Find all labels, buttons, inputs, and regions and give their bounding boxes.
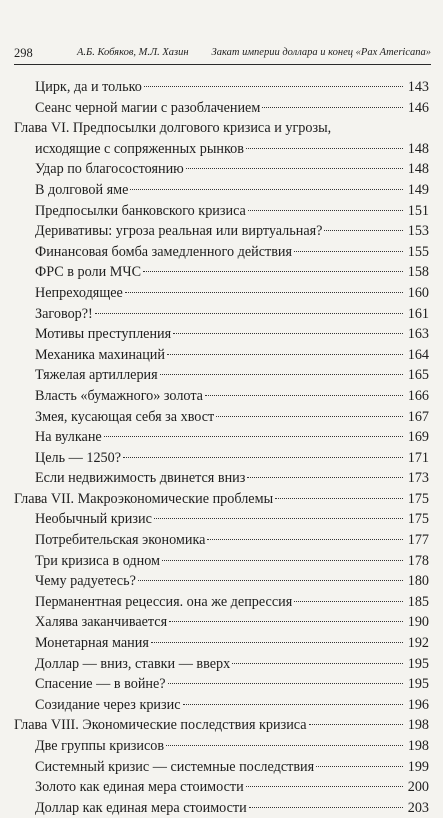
toc-entry-title: Цирк, да и только [35,79,142,95]
dot-leader [294,601,403,602]
toc-entry-title: исходящие с сопряженных рынков [35,140,244,157]
dot-leader [248,210,403,211]
toc-page-number: 151 [407,202,429,219]
toc-entry-title: Монетарная мания [35,635,149,652]
toc-page-number: 177 [407,532,429,549]
dot-leader [262,107,403,108]
toc-section-entry [14,777,429,798]
toc-entry-title: Власть «бумажного» золота [35,387,203,404]
toc-entry-title: Финансовая бомба замедленного действия [35,243,293,260]
dot-leader [183,704,403,705]
toc-chapter-entry [14,715,429,736]
page-number: 298 [14,46,33,60]
dot-leader [249,807,403,808]
toc-chapter-entry [14,118,429,139]
toc-section-entry [14,407,429,428]
toc-page-number: 164 [407,346,429,363]
toc-page-number: 163 [407,326,429,343]
dot-leader [166,745,403,746]
header-authors: А.Б. Кобяков, М.Л. Хазин [77,47,189,58]
toc-section-entry [14,283,429,304]
toc-page-number: 198 [407,738,429,754]
toc-page-number: 203 [407,799,429,816]
toc-section-entry [14,242,429,263]
toc-chapter-entry [14,489,429,510]
dot-leader [160,374,403,375]
dot-leader [275,498,403,499]
dot-leader [186,168,403,169]
toc-page-number: 155 [407,243,429,260]
toc-entry-title: Предпосылки банковского кризиса [35,202,246,219]
dot-leader [168,683,403,684]
dot-leader [130,189,403,190]
toc-entry-title: Системный кризис — системные последствия [35,758,315,775]
toc-page-number: 148 [407,161,429,178]
toc-page-number: 195 [407,676,429,693]
toc-page-number: 165 [407,367,429,384]
toc-page-number: 169 [407,429,429,446]
dot-leader [151,642,403,643]
toc-entry-title: Если недвижимость двинется вниз [35,470,246,487]
toc-section-entry [14,509,429,530]
toc-entry-title: Потребительская экономика [35,532,206,549]
toc-entry-title: Тяжелая артиллерия [35,367,158,384]
toc-section-entry [14,654,429,675]
dot-leader [216,416,403,417]
toc-entry-title: Заговор?! [35,305,93,322]
toc-page-number: 178 [407,552,429,569]
toc-page-number: 149 [407,181,429,198]
toc-page-number: 160 [407,284,429,301]
toc-section-entry [14,798,429,818]
toc-section-entry [14,633,429,654]
dot-leader [144,86,403,87]
toc-entry-title: Доллар — вниз, ставки — вверх [35,655,231,672]
toc-section-entry [14,468,429,489]
toc-entry-title: Глава VIII. Экономические последствия кризиса [14,717,307,734]
toc-entry-title: Две группы кризисов [35,738,165,754]
toc-section-entry [14,345,429,366]
toc-entry-title: Змея, кусающая себя за хвост [35,408,215,425]
toc-page-number: 166 [407,387,429,404]
dot-leader [167,354,403,355]
toc-page-number: 148 [407,140,429,157]
toc-section-entry [14,77,429,98]
table-of-contents [14,77,429,818]
toc-entry-title: Доллар как единая мера стоимости [35,799,247,816]
dot-leader [316,766,403,767]
toc-section-entry [14,365,429,386]
toc-page-number: 175 [407,490,429,507]
dot-leader [205,395,403,396]
toc-entry-title: Непреходящее [35,284,123,301]
toc-page-number: 196 [407,696,429,713]
toc-page-number: 180 [407,573,429,590]
toc-entry-title: Перманентная рецессия. она же депрессия [35,593,293,610]
toc-entry-title: Глава VI. Предпосылки долгового кризиса и угрозы, [14,120,332,137]
toc-section-entry [14,448,429,469]
toc-section-entry [14,324,429,345]
dot-leader [309,724,403,725]
dot-leader [294,251,403,252]
toc-page-number: 175 [407,511,429,528]
dot-leader [246,786,403,787]
toc-section-entry [14,427,429,448]
dot-leader [173,333,403,334]
toc-section-entry [14,695,429,716]
running-header [14,44,431,65]
toc-page-number: 192 [407,635,429,652]
toc-section-entry [14,530,429,551]
dot-leader [324,230,403,231]
dot-leader [169,621,403,622]
toc-section-entry [14,304,429,325]
toc-page-number: 195 [407,655,429,672]
toc-page-number: 158 [407,264,429,281]
dot-leader [246,148,403,149]
dot-leader [138,580,403,581]
toc-section-entry [14,592,429,613]
toc-entry-title: Созидание через кризис [35,696,181,713]
toc-entry-title: Удар по благосостоянию [35,161,184,178]
toc-page-number: 143 [407,79,429,95]
dot-leader [104,436,403,437]
toc-entry-title: Цель — 1250? [35,449,122,466]
toc-page-number: 199 [407,758,429,775]
toc-entry-title: Золото как единая мера стоимости [35,779,244,796]
dot-leader [125,292,403,293]
toc-page-number: 146 [407,99,429,116]
toc-entry-title: Глава VII. Макроэкономические проблемы [14,490,274,507]
toc-entry-title: Чему радуетесь? [35,573,136,590]
toc-page-number: 200 [407,779,429,796]
toc-page-number: 185 [407,593,429,610]
toc-section-entry [14,386,429,407]
toc-section-entry [14,201,429,222]
toc-section-entry [14,571,429,592]
toc-entry-title: Мотивы преступления [35,326,172,343]
toc-entry-title: Спасение — в войне? [35,676,166,693]
toc-section-entry [14,262,429,283]
toc-page-number: 173 [407,470,429,487]
toc-section-entry [14,98,429,119]
toc-page-number: 190 [407,614,429,631]
dot-leader [207,539,403,540]
toc-page-number: 198 [407,717,429,734]
toc-page-number: 171 [407,449,429,466]
toc-section-entry [14,757,429,778]
toc-entry-title: Необычный кризис [35,511,152,528]
toc-section-entry [14,736,429,757]
dot-leader [162,560,403,561]
toc-entry-title: Механика махинаций [35,346,165,363]
toc-entry-title: ФРС в роли МЧС [35,264,142,281]
dot-leader [247,477,403,478]
toc-chapter-entry [14,139,429,160]
toc-section-entry [14,159,429,180]
toc-entry-title: На вулкане [35,429,102,446]
toc-section-entry [14,551,429,572]
dot-leader [154,518,403,519]
toc-page-number: 161 [407,305,429,322]
toc-entry-title: Сеанс черной магии с разоблачением [35,99,261,116]
toc-entry-title: Три кризиса в одном [35,552,160,569]
dot-leader [123,457,403,458]
dot-leader [143,271,403,272]
header-book-title: Закат империи доллара и конец «Pax Americana» [211,47,431,58]
toc-page-number: 167 [407,408,429,425]
dot-leader [95,313,403,314]
toc-entry-title: Халява заканчивается [35,614,168,631]
toc-section-entry [14,612,429,633]
toc-section-entry [14,221,429,242]
dot-leader [232,663,403,664]
toc-page-number: 153 [407,223,429,240]
toc-entry-title: В долговой яме [35,181,129,198]
toc-entry-title: Деривативы: угроза реальная или виртуальная? [35,223,323,240]
toc-section-entry [14,180,429,201]
toc-section-entry [14,674,429,695]
